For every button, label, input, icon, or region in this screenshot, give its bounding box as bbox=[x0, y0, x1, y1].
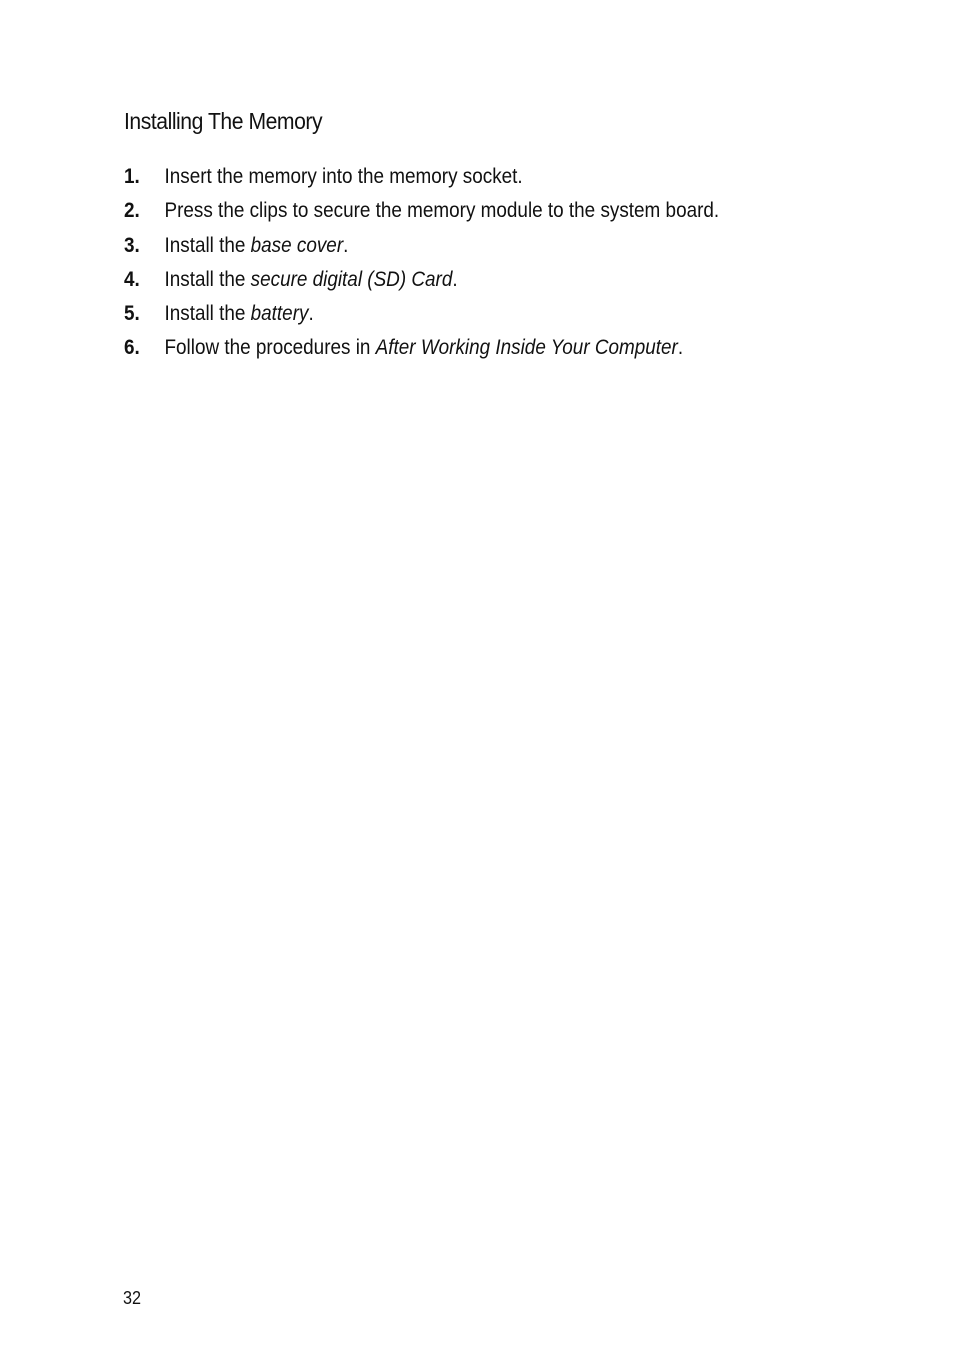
after-working-inside-link[interactable]: After Working Inside Your Computer bbox=[375, 336, 678, 360]
sd-card-link[interactable]: secure digital (SD) Card bbox=[250, 267, 453, 291]
step-text-main: Install the bbox=[164, 267, 251, 291]
step-number: 1. bbox=[124, 165, 140, 188]
step-text-suffix: . bbox=[677, 336, 684, 360]
section-title: Installing The Memory bbox=[124, 108, 323, 134]
step-number: 4. bbox=[124, 267, 140, 291]
step-text bbox=[165, 163, 523, 191]
step-text-suffix: . bbox=[343, 233, 349, 257]
step-text bbox=[165, 197, 720, 225]
base-cover-link[interactable]: base cover bbox=[250, 233, 344, 257]
step-text-main: Install the bbox=[164, 233, 251, 257]
step-text bbox=[165, 300, 314, 328]
step-text-main: Press the clips to secure the memory module to the system board. bbox=[164, 199, 720, 223]
step-number: 5. bbox=[124, 302, 140, 326]
step-text bbox=[165, 334, 684, 362]
step-number: 2. bbox=[124, 199, 140, 223]
step-number: 3. bbox=[124, 233, 140, 257]
step-text bbox=[165, 232, 349, 260]
step-number: 6. bbox=[124, 336, 140, 360]
step-text-main: Follow the procedures in bbox=[164, 336, 376, 360]
step-text-suffix: . bbox=[308, 302, 314, 326]
step-text bbox=[165, 266, 458, 294]
battery-link[interactable]: battery bbox=[250, 302, 309, 326]
step-text-main: Install the bbox=[164, 302, 251, 326]
step-text-main: Insert the memory into the memory socket. bbox=[164, 165, 523, 188]
step-text-suffix: . bbox=[452, 267, 458, 291]
page-number: 32 bbox=[123, 1288, 142, 1308]
